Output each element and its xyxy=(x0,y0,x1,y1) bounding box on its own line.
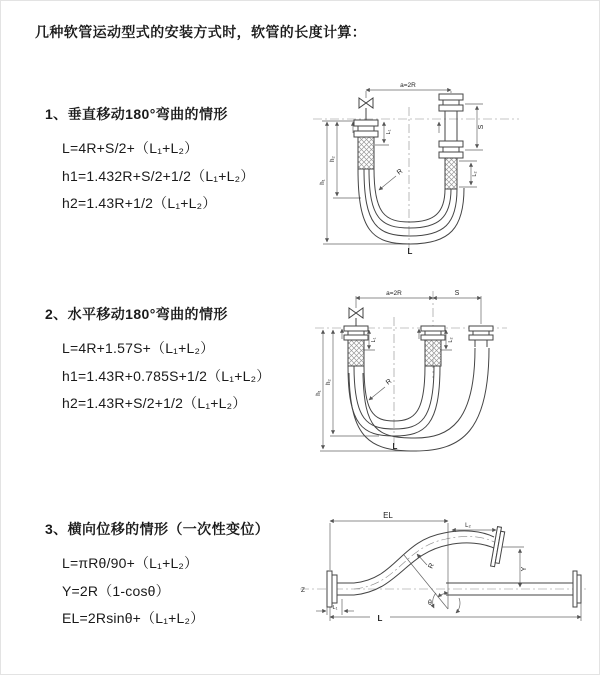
radius-leader xyxy=(379,176,396,190)
page-title: 几种软管运动型式的安装方式时，软管的长度计算： xyxy=(35,24,367,40)
dim-label-l1: L₁ xyxy=(332,605,338,611)
valve-icon xyxy=(349,308,363,318)
dim-label-s: S xyxy=(454,290,460,297)
dim-label-el: EL xyxy=(383,511,393,520)
dim-label-s: S xyxy=(478,124,485,130)
hose-wall-lower xyxy=(354,543,496,595)
formula-h1: h1=1.432R+S/2+1/2（L₁+L₂） xyxy=(62,167,255,184)
section-vertical-movement xyxy=(45,104,345,218)
radius-leader xyxy=(369,387,385,400)
dim-label-l2: L₂ xyxy=(448,337,454,343)
braided-hose-section xyxy=(348,340,364,366)
dim-label-h1: h₁ xyxy=(320,179,326,185)
dim-label-h2: h₂ xyxy=(330,156,336,162)
dim-label-l1: L₁ xyxy=(386,129,392,135)
dim-label-a2r: a=2R xyxy=(386,290,402,297)
dimension-lines xyxy=(320,296,481,451)
dim-label-l2: L₂ xyxy=(465,523,471,529)
section-horizontal-movement xyxy=(45,304,345,418)
dimension-lines xyxy=(316,521,581,621)
braided-hose-section xyxy=(445,158,457,189)
angle-arc xyxy=(456,598,460,613)
formula-list xyxy=(45,135,345,218)
hose-assembly xyxy=(327,527,581,607)
horizontal-bend-diagram xyxy=(309,283,600,463)
radius-label: R xyxy=(384,377,394,387)
section-heading: 2、水平移动180°弯曲的情形 xyxy=(45,306,228,322)
angle-reference-diagonal xyxy=(404,555,448,609)
braided-hose-section xyxy=(358,137,374,169)
length-label: L xyxy=(392,442,398,451)
formula-y: Y=2R（1-cosθ） xyxy=(62,582,170,599)
hose-bend-moved-inner xyxy=(363,348,475,438)
hose-assembly xyxy=(344,308,493,451)
formula-length: L=4R+S/2+（L₁+L₂） xyxy=(62,140,199,156)
formula-h2: h2=1.43R+1/2（L₁+L₂） xyxy=(62,195,217,211)
radius-label: R xyxy=(395,167,405,177)
angle-arc xyxy=(433,593,436,608)
dim-label-a2r: a=2R xyxy=(400,82,416,89)
lateral-displacement-diagram xyxy=(296,505,600,645)
radius-label: R xyxy=(427,562,436,570)
hose-bend-inner xyxy=(374,169,445,222)
centerline-mark: Z xyxy=(301,587,305,594)
formula-length: L=πRθ/90+（L₁+L₂） xyxy=(62,555,199,571)
dim-label-y: Y xyxy=(521,566,528,572)
hose-assembly xyxy=(354,94,464,244)
valve-icon xyxy=(359,98,373,108)
section-heading: 1、垂直移动180°弯曲的情形 xyxy=(45,106,228,122)
hose-wall-upper xyxy=(354,531,494,583)
length-label: L xyxy=(407,247,413,256)
dim-label-h2: h₂ xyxy=(326,379,332,385)
angle-label: θ xyxy=(428,600,432,607)
hose-bend-inner xyxy=(364,366,425,421)
section-heading: 3、横向位移的情形（一次性变位） xyxy=(45,521,270,537)
formula-h2: h2=1.43R+S/2+1/2（L₁+L₂） xyxy=(62,395,247,411)
dim-label-l1: L₁ xyxy=(371,337,377,343)
formula-el: EL=2Rsinθ+（L₁+L₂） xyxy=(62,610,205,626)
formula-h1: h1=1.43R+0.785S+1/2（L₁+L₂） xyxy=(62,367,271,384)
dim-label-h1: h₁ xyxy=(316,390,322,396)
formula-length: L=4R+1.57S+（L₁+L₂） xyxy=(62,340,215,356)
dim-label-l2: L₂ xyxy=(472,171,478,177)
braided-hose-section xyxy=(425,340,441,366)
length-label: L xyxy=(377,614,383,623)
vertical-bend-diagram xyxy=(309,77,600,257)
formula-list xyxy=(45,335,345,418)
